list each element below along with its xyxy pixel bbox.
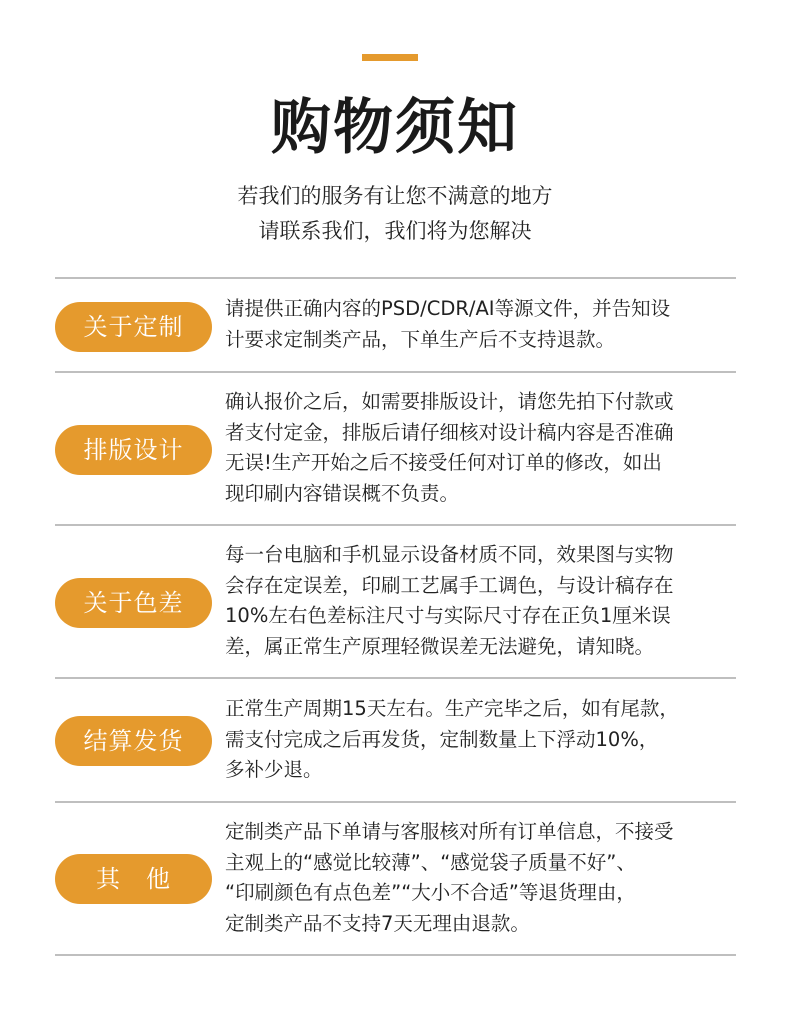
- section-text-line: 请提供正确内容的PSD/CDR/AI等源文件，并告知设: [225, 297, 671, 320]
- section-text-line: 多补少退。: [225, 758, 323, 781]
- notice-section-other: [55, 803, 736, 954]
- subtitle-line-2: 请联系我们，我们将为您解决: [258, 219, 532, 243]
- section-text-line: 每一台电脑和手机显示设备材质不同，效果图与实物: [225, 543, 674, 566]
- section-label-layout: 排版设计: [55, 425, 212, 475]
- section-label-shipping: 结算发货: [55, 716, 212, 766]
- section-text-layout: [225, 387, 740, 509]
- title-accent-bar: [362, 54, 418, 61]
- subtitle-line-1: 若我们的服务有让您不满意的地方: [237, 184, 553, 208]
- section-text-line: “印刷颜色有点色差”“大小不合适”等退货理由，: [225, 881, 636, 904]
- section-text-line: 会存在定误差，印刷工艺属手工调色，与设计稿存在: [225, 573, 674, 597]
- section-text-line: 计要求定制类产品，下单生产后不支持退款。: [225, 327, 616, 351]
- section-text-line: 10%左右色差标注尺寸与实际尺寸存在正负1厘米误: [225, 604, 671, 627]
- section-text-line: 确认报价之后，如需要排版设计，请您先拍下付款或: [225, 390, 674, 413]
- notice-section-layout: [55, 373, 736, 524]
- section-text-line: 现印刷内容错误概不负责。: [225, 481, 460, 505]
- section-text-custom: [225, 294, 740, 355]
- page-title: 购物须知: [271, 93, 519, 163]
- section-text-line: 需支付完成之后再发货，定制数量上下浮动10%，: [225, 727, 659, 751]
- section-text-color: [225, 540, 740, 662]
- section-text-line: 定制类产品不支持7天无理由退款。: [225, 911, 530, 935]
- section-text-line: 定制类产品下单请与客服核对所有订单信息，不接受: [225, 820, 674, 843]
- section-text-line: 差，属正常生产原理轻微误差无法避免，请知晓。: [225, 634, 655, 658]
- section-label-color: 关于色差: [55, 578, 212, 628]
- notice-section-custom: [55, 279, 736, 371]
- section-text-shipping: [225, 694, 740, 786]
- section-text-line: 正常生产周期15天左右。生产完毕之后，如有尾款，: [225, 697, 679, 720]
- section-label-custom: 关于定制: [55, 302, 212, 352]
- section-text-line: 主观上的“感觉比较薄”、“感觉袋子质量不好”、: [225, 850, 636, 874]
- section-divider: [55, 954, 736, 956]
- section-label-other: 其 他: [55, 854, 212, 904]
- notice-section-shipping: [55, 679, 736, 801]
- section-text-other: [225, 817, 740, 939]
- section-text-line: 无误!生产开始之后不接受任何对订单的修改，如出: [225, 451, 662, 474]
- section-text-line: 者支付定金，排版后请仔细核对设计稿内容是否准确: [225, 420, 674, 444]
- notice-section-color: [55, 526, 736, 677]
